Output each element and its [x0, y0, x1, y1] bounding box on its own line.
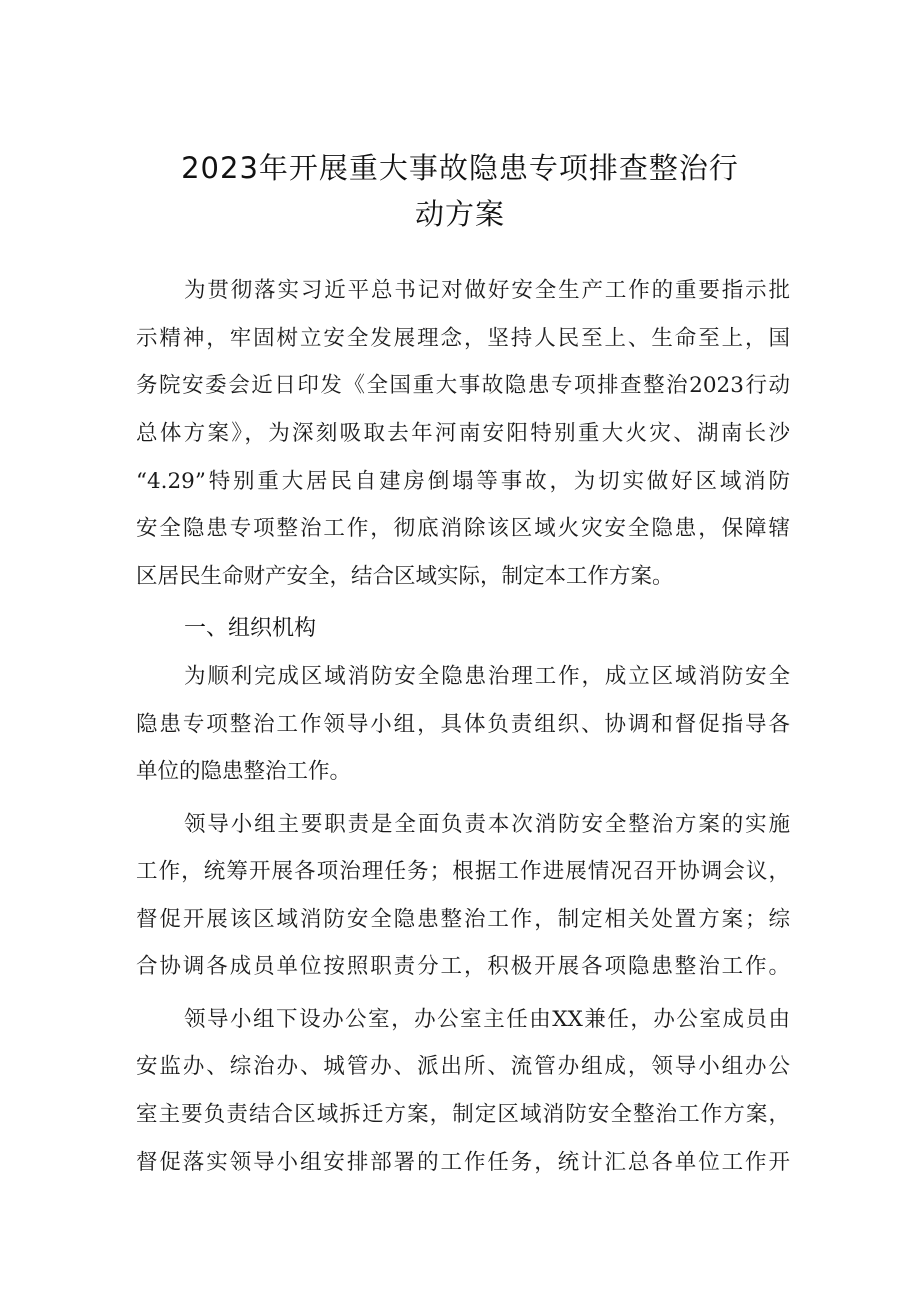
- section-heading-organization: 一、组织机构: [184, 616, 317, 641]
- section-1-para-2-line-1: 领导小组主要职责是全面负责本次消防安全整治方案的实施: [184, 812, 790, 837]
- section-1-para-3-line-1: 领导小组下设办公室，办公室主任由XX兼任，办公室成员由: [184, 1007, 790, 1032]
- section-1-para-3-line-4: 督促落实领导小组安排部署的工作任务，统计汇总各单位工作开: [136, 1150, 790, 1175]
- section-1-para-1-line-1: 为顺利完成区域消防安全隐患治理工作，成立区域消防安全: [184, 664, 790, 689]
- intro-paragraph-line-1: 为贯彻落实习近平总书记对做好安全生产工作的重要指示批: [184, 278, 790, 303]
- document-title-line-1: 2023年开展重大事故隐患专项排查整治行: [181, 151, 739, 185]
- intro-paragraph-line-6: 安全隐患专项整治工作，彻底消除该区域火灾安全隐患，保障辖: [136, 516, 790, 541]
- section-1-para-3-line-3: 室主要负责结合区域拆迁方案，制定区域消防安全整治工作方案，: [136, 1102, 790, 1127]
- intro-paragraph-line-3: 务院安委会近日印发《全国重大事故隐患专项排查整治2023行动: [136, 373, 790, 398]
- section-1-para-2-line-2: 工作，统筹开展各项治理任务；根据工作进展情况召开协调会议，: [136, 859, 790, 884]
- section-1-para-1-line-2: 隐患专项整治工作领导小组，具体负责组织、协调和督促指导各: [136, 712, 790, 737]
- intro-paragraph-line-7: 区居民生命财产安全，结合区域实际，制定本工作方案。: [136, 564, 674, 589]
- section-1-para-2-line-4: 合协调各成员单位按照职责分工，积极开展各项隐患整治工作。: [136, 954, 790, 979]
- intro-paragraph-line-4: 总体方案》，为深刻吸取去年河南安阳特别重大火灾、湖南长沙: [136, 421, 790, 446]
- intro-paragraph-line-5: “4.29”特别重大居民自建房倒塌等事故，为切实做好区域消防: [136, 469, 790, 494]
- section-1-para-2-line-3: 督促开展该区域消防安全隐患整治工作，制定相关处置方案；综: [136, 907, 790, 932]
- document-title-line-2: 动方案: [414, 197, 505, 231]
- section-1-para-3-line-2: 安监办、综治办、城管办、派出所、流管办组成，领导小组办公: [136, 1054, 790, 1079]
- section-1-para-1-line-3: 单位的隐患整治工作。: [136, 759, 352, 784]
- intro-paragraph-line-2: 示精神，牢固树立安全发展理念，坚持人民至上、生命至上，国: [136, 326, 790, 351]
